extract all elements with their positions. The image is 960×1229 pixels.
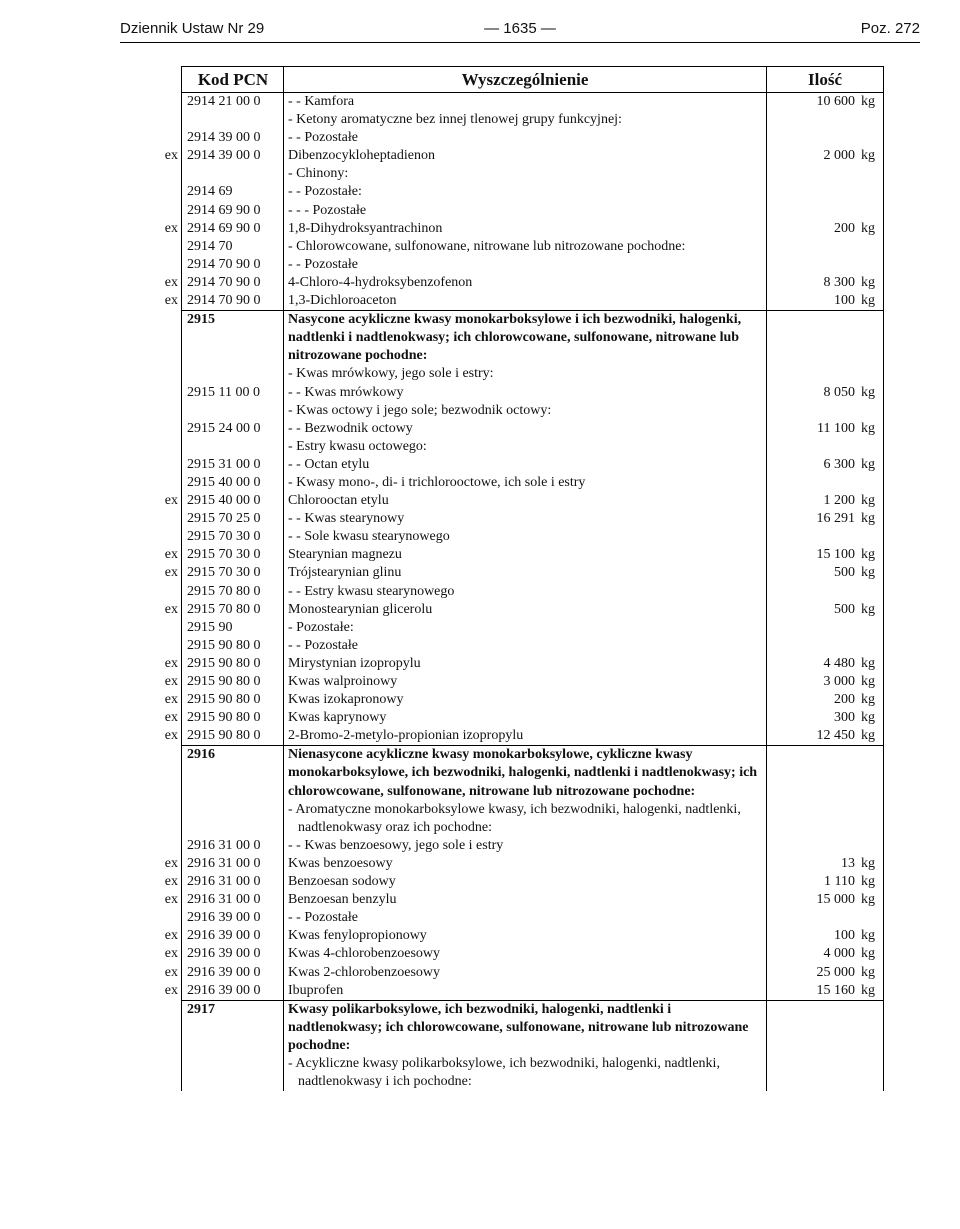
quantity <box>767 111 884 129</box>
quantity-value: 16 291 <box>816 511 855 527</box>
description: 2-Bromo-2-metylo-propionian izopropylu <box>284 727 767 746</box>
table-row <box>148 746 884 801</box>
description: Kwas kaprynowy <box>284 709 767 727</box>
ex-marker: ex <box>164 946 178 962</box>
pcn-code: 2916 31 00 0 <box>182 855 284 873</box>
description: - - Pozostałe <box>284 637 767 655</box>
pcn-code: 2916 39 00 0 <box>182 964 284 982</box>
quantity <box>767 202 884 220</box>
quantity <box>767 709 884 727</box>
quantity <box>767 691 884 709</box>
pcn-code: 2915 90 80 0 <box>182 727 284 746</box>
description: Chlorooctan etylu <box>284 492 767 510</box>
quantity-value: 13 <box>841 855 855 871</box>
ex-marker: ex <box>164 710 178 726</box>
quantity <box>767 274 884 292</box>
description: - - Kwas stearynowy <box>284 510 767 528</box>
table-row <box>148 673 884 691</box>
description: - - - Pozostałe <box>284 202 767 220</box>
quantity-unit: kg <box>861 964 875 980</box>
table-row <box>148 129 884 147</box>
table-row <box>148 438 884 456</box>
quantity <box>767 927 884 945</box>
ex-marker <box>148 801 182 837</box>
pcn-code: 2915 40 00 0 <box>182 474 284 492</box>
quantity-unit: kg <box>861 655 875 671</box>
quantity <box>767 292 884 311</box>
description: 1,8-Dihydroksyantrachinon <box>284 220 767 238</box>
ex-marker <box>148 474 182 492</box>
quantity-value: 8 300 <box>823 274 855 290</box>
pcn-code: 2915 24 00 0 <box>182 420 284 438</box>
table-row <box>148 964 884 982</box>
ex-marker: ex <box>164 601 178 617</box>
quantity-unit: kg <box>861 928 875 944</box>
description: - - Octan etylu <box>284 456 767 474</box>
quantity <box>767 510 884 528</box>
pcn-code: 2915 90 80 0 <box>182 691 284 709</box>
pcn-code: 2914 70 90 0 <box>182 274 284 292</box>
quantity-unit: kg <box>861 274 875 290</box>
table-row <box>148 564 884 582</box>
table-row <box>148 1055 884 1091</box>
quantity-value: 15 160 <box>816 982 855 998</box>
quantity <box>767 964 884 982</box>
pcn-code: 2915 31 00 0 <box>182 456 284 474</box>
description: - Kwas mrówkowy, jego sole i estry: <box>284 365 767 383</box>
description: - Aromatyczne monokarboksylowe kwasy, ich bezwodniki, halogenki, nadtlenki, nadtlenokwasy oraz ich pochodne: <box>284 801 767 837</box>
pcn-code: 2915 40 00 0 <box>182 492 284 510</box>
quantity <box>767 147 884 165</box>
quantity <box>767 601 884 619</box>
ex-marker: ex <box>164 692 178 708</box>
pcn-code: 2916 31 00 0 <box>182 891 284 909</box>
ex-marker: ex <box>164 148 178 164</box>
table-body <box>148 93 884 1092</box>
quantity-unit: kg <box>861 565 875 581</box>
pcn-code: 2915 <box>182 311 284 366</box>
position-number: Poz. 272 <box>860 20 920 37</box>
quantity-value: 12 450 <box>816 728 855 744</box>
quantity-value: 3 000 <box>823 674 855 689</box>
quantity <box>767 891 884 909</box>
ex-marker: ex <box>164 728 178 744</box>
table-row <box>148 691 884 709</box>
quantity <box>767 311 884 366</box>
table-row <box>148 311 884 366</box>
table-row <box>148 238 884 256</box>
quantity <box>767 474 884 492</box>
pcn-code <box>182 801 284 837</box>
ex-marker: ex <box>164 493 178 509</box>
description: - - Pozostałe <box>284 129 767 147</box>
pcn-code: 2916 39 00 0 <box>182 945 284 963</box>
ex-marker <box>148 311 182 366</box>
table-row <box>148 456 884 474</box>
pcn-code: 2915 70 25 0 <box>182 510 284 528</box>
table-row <box>148 583 884 601</box>
table-row <box>148 528 884 546</box>
description: Kwas 4-chlorobenzoesowy <box>284 945 767 963</box>
description: Stearynian magnezu <box>284 546 767 564</box>
description: - Chinony: <box>284 165 767 183</box>
quantity-unit: kg <box>861 946 875 962</box>
table-row <box>148 727 884 746</box>
table-row <box>148 165 884 183</box>
ex-marker: ex <box>164 982 178 998</box>
ex-marker <box>148 256 182 274</box>
ex-marker <box>148 456 182 474</box>
ex-marker: ex <box>164 928 178 944</box>
description: Mirystynian izopropylu <box>284 655 767 673</box>
quantity <box>767 438 884 456</box>
ex-marker <box>148 837 182 855</box>
ex-marker: ex <box>164 220 178 236</box>
page-header <box>120 20 920 44</box>
table-row <box>148 546 884 564</box>
quantity <box>767 365 884 383</box>
quantity-value: 6 300 <box>823 456 855 472</box>
quantity <box>767 673 884 691</box>
table-row <box>148 93 884 112</box>
description: - - Pozostałe: <box>284 183 767 201</box>
ex-marker <box>148 202 182 220</box>
quantity-value: 2 000 <box>823 148 855 164</box>
description: - Chlorowcowane, sulfonowane, nitrowane lub nitrozowane pochodne: <box>284 238 767 256</box>
journal-title: Dziennik Ustaw Nr 29 <box>120 20 265 37</box>
ex-marker <box>148 402 182 420</box>
quantity <box>767 837 884 855</box>
table-row <box>148 837 884 855</box>
ex-marker <box>148 384 182 402</box>
quantity <box>767 855 884 873</box>
quantity <box>767 420 884 438</box>
quantity <box>767 238 884 256</box>
quantity-unit: kg <box>861 420 875 436</box>
description: - - Sole kwasu stearynowego <box>284 528 767 546</box>
ex-marker: ex <box>164 874 178 890</box>
description: - Kwasy mono-, di- i trichlorooctowe, ich sole i estry <box>284 474 767 492</box>
description: Benzoesan benzylu <box>284 891 767 909</box>
quantity-value: 8 050 <box>823 384 855 400</box>
quantity-value: 100 <box>834 928 855 944</box>
quantity-unit: kg <box>861 293 875 309</box>
description: Benzoesan sodowy <box>284 873 767 891</box>
pcn-code: 2915 11 00 0 <box>182 384 284 402</box>
table-row <box>148 147 884 165</box>
description: Dibenzocykloheptadienon <box>284 147 767 165</box>
quantity <box>767 384 884 402</box>
pcn-code: 2914 39 00 0 <box>182 147 284 165</box>
quantity-unit: kg <box>861 982 875 998</box>
description: Kwas izokapronowy <box>284 691 767 709</box>
ex-marker: ex <box>164 655 178 671</box>
ex-marker <box>148 619 182 637</box>
pcn-code: 2916 39 00 0 <box>182 982 284 1001</box>
description: Kwasy polikarboksylowe, ich bezwodniki, halogenki, nadtlenki i nadtlenokwasy; ich chlorowcowane, sulfonowane, nitrowane lub nitrozowane pochodne: <box>284 1000 767 1055</box>
pcn-code <box>182 111 284 129</box>
table-row <box>148 927 884 945</box>
ex-marker: ex <box>164 855 178 871</box>
quantity <box>767 873 884 891</box>
table-row <box>148 474 884 492</box>
header-divider <box>120 42 920 43</box>
quantity-value: 4 000 <box>823 946 855 962</box>
pcn-code <box>182 365 284 383</box>
description: - - Estry kwasu stearynowego <box>284 583 767 601</box>
quantity-unit: kg <box>861 511 875 527</box>
quantity <box>767 564 884 582</box>
quantity <box>767 456 884 474</box>
ex-marker: ex <box>164 674 178 689</box>
quantity-unit: kg <box>861 94 875 109</box>
quantity-unit: kg <box>861 674 875 689</box>
table-row <box>148 945 884 963</box>
quantity <box>767 129 884 147</box>
quantity-unit: kg <box>861 601 875 617</box>
table-row <box>148 637 884 655</box>
table-row <box>148 183 884 201</box>
ex-marker <box>148 238 182 256</box>
pcn-code: 2914 69 90 0 <box>182 202 284 220</box>
pcn-code: 2914 70 <box>182 238 284 256</box>
description: Trójstearynian glinu <box>284 564 767 582</box>
quantity-value: 10 600 <box>816 94 855 109</box>
desc-column-header: Wyszczególnienie <box>284 67 767 93</box>
ex-marker: ex <box>164 274 178 290</box>
quantity-unit: kg <box>861 692 875 708</box>
quantity-unit: kg <box>861 456 875 472</box>
table-row <box>148 292 884 311</box>
pcn-code: 2915 70 30 0 <box>182 564 284 582</box>
ex-marker: ex <box>164 565 178 581</box>
quantity <box>767 637 884 655</box>
table-header-row <box>148 67 884 93</box>
table-row <box>148 220 884 238</box>
pcn-code: 2914 70 90 0 <box>182 256 284 274</box>
quantity-value: 11 100 <box>817 420 855 436</box>
table-row <box>148 655 884 673</box>
quantity <box>767 655 884 673</box>
pcn-code <box>182 1055 284 1091</box>
table-row <box>148 510 884 528</box>
quantity <box>767 256 884 274</box>
table-row <box>148 619 884 637</box>
ex-marker: ex <box>164 892 178 908</box>
quantity <box>767 909 884 927</box>
ex-marker <box>148 1055 182 1091</box>
pcn-code <box>182 165 284 183</box>
pcn-code: 2916 39 00 0 <box>182 909 284 927</box>
pcn-code: 2916 31 00 0 <box>182 873 284 891</box>
ex-marker <box>148 637 182 655</box>
pcn-code <box>182 402 284 420</box>
ex-marker <box>148 1000 182 1055</box>
pcn-code: 2914 70 90 0 <box>182 292 284 311</box>
table-row <box>148 909 884 927</box>
ex-marker <box>148 165 182 183</box>
ex-marker <box>148 111 182 129</box>
quantity <box>767 982 884 1001</box>
pcn-code: 2915 70 30 0 <box>182 546 284 564</box>
quantity <box>767 528 884 546</box>
description: - Kwas octowy i jego sole; bezwodnik octowy: <box>284 402 767 420</box>
ex-marker <box>148 129 182 147</box>
ex-marker <box>148 583 182 601</box>
quantity <box>767 402 884 420</box>
ex-marker <box>148 420 182 438</box>
quantity <box>767 1000 884 1055</box>
description: Nienasycone acykliczne kwasy monokarboksylowe, cykliczne kwasy monokarboksylowe, ich bezwodniki, halogenki, nadtlenki i nadtlenokwasy; ich chlorowcowane, sulfonowane, nitrowane lub nitrozowane pochodne: <box>284 746 767 801</box>
pcn-table <box>148 66 884 1091</box>
quantity <box>767 1055 884 1091</box>
pcn-code: 2914 21 00 0 <box>182 93 284 112</box>
description: - Estry kwasu octowego: <box>284 438 767 456</box>
description: 4-Chloro-4-hydroksybenzofenon <box>284 274 767 292</box>
description: - - Bezwodnik octowy <box>284 420 767 438</box>
table-row <box>148 801 884 837</box>
description: Ibuprofen <box>284 982 767 1001</box>
quantity <box>767 583 884 601</box>
table-row <box>148 891 884 909</box>
table-row <box>148 365 884 383</box>
ex-marker <box>148 909 182 927</box>
table-row <box>148 709 884 727</box>
quantity-unit: kg <box>861 855 875 871</box>
quantity <box>767 183 884 201</box>
pcn-code: 2915 90 <box>182 619 284 637</box>
ex-marker: ex <box>164 964 178 980</box>
quantity-unit: kg <box>861 148 875 164</box>
ex-marker: ex <box>164 293 178 309</box>
table-row <box>148 855 884 873</box>
quantity-value: 15 000 <box>816 892 855 908</box>
quantity-unit: kg <box>861 220 875 236</box>
ex-marker <box>148 183 182 201</box>
pcn-code: 2915 90 80 0 <box>182 673 284 691</box>
ex-marker <box>148 528 182 546</box>
quantity <box>767 727 884 746</box>
pcn-code: 2915 70 30 0 <box>182 528 284 546</box>
kod-column-header: Kod PCN <box>182 67 284 93</box>
quantity-unit: kg <box>861 547 875 563</box>
quantity <box>767 546 884 564</box>
pcn-code: 2914 69 <box>182 183 284 201</box>
table-row <box>148 492 884 510</box>
ex-marker <box>148 746 182 801</box>
description: Kwas benzoesowy <box>284 855 767 873</box>
table-row <box>148 256 884 274</box>
quantity-value: 25 000 <box>816 964 855 980</box>
page-number: — 1635 — <box>484 20 556 37</box>
table-row <box>148 202 884 220</box>
pcn-code: 2916 31 00 0 <box>182 837 284 855</box>
description: - Pozostałe: <box>284 619 767 637</box>
quantity-unit: kg <box>861 384 875 400</box>
pcn-code <box>182 438 284 456</box>
pcn-code: 2914 39 00 0 <box>182 129 284 147</box>
quantity-value: 100 <box>834 293 855 309</box>
table-row <box>148 384 884 402</box>
quantity-value: 200 <box>834 692 855 708</box>
pcn-code: 2917 <box>182 1000 284 1055</box>
quantity-unit: kg <box>861 728 875 744</box>
table-row <box>148 873 884 891</box>
quantity-value: 300 <box>834 710 855 726</box>
quantity <box>767 619 884 637</box>
quantity-value: 500 <box>834 601 855 617</box>
quantity-unit: kg <box>861 710 875 726</box>
table-row <box>148 982 884 1001</box>
quantity-value: 500 <box>834 565 855 581</box>
table-row <box>148 402 884 420</box>
description: 1,3-Dichloroaceton <box>284 292 767 311</box>
ex-marker <box>148 365 182 383</box>
ex-marker <box>148 438 182 456</box>
quantity-unit: kg <box>861 892 875 908</box>
quantity <box>767 801 884 837</box>
description: Nasycone acykliczne kwasy monokarboksylowe i ich bezwodniki, halogenki, nadtlenki i nadtlenokwasy; ich chlorowcowane, sulfonowane, nitrowane lub nitrozowane pochodne: <box>284 311 767 366</box>
description: - - Pozostałe <box>284 256 767 274</box>
pcn-code: 2915 70 80 0 <box>182 601 284 619</box>
ex-marker <box>148 93 182 112</box>
quantity-value: 1 110 <box>824 874 855 890</box>
description: Monostearynian glicerolu <box>284 601 767 619</box>
pcn-code: 2915 90 80 0 <box>182 655 284 673</box>
pcn-code: 2915 90 80 0 <box>182 709 284 727</box>
quantity-value: 4 480 <box>823 655 855 671</box>
quantity-value: 200 <box>834 220 855 236</box>
quantity <box>767 492 884 510</box>
description: - - Kwas benzoesowy, jego sole i estry <box>284 837 767 855</box>
quantity <box>767 93 884 112</box>
pcn-code: 2916 <box>182 746 284 801</box>
description: - - Kwas mrówkowy <box>284 384 767 402</box>
pcn-code: 2914 69 90 0 <box>182 220 284 238</box>
ex-column-header <box>148 67 182 93</box>
quantity-value: 1 200 <box>823 493 855 509</box>
pcn-code: 2915 90 80 0 <box>182 637 284 655</box>
quantity <box>767 945 884 963</box>
ilosc-column-header: Ilość <box>767 67 884 93</box>
table-row <box>148 111 884 129</box>
quantity <box>767 165 884 183</box>
quantity-unit: kg <box>861 874 875 890</box>
quantity-unit: kg <box>861 493 875 509</box>
table-row <box>148 601 884 619</box>
table-row <box>148 274 884 292</box>
ex-marker: ex <box>164 547 178 563</box>
pcn-code: 2916 39 00 0 <box>182 927 284 945</box>
description: - Ketony aromatyczne bez innej tlenowej grupy funkcyjnej: <box>284 111 767 129</box>
description: Kwas fenylopropionowy <box>284 927 767 945</box>
table-row <box>148 1000 884 1055</box>
description: Kwas walproinowy <box>284 673 767 691</box>
ex-marker <box>148 510 182 528</box>
pcn-code: 2915 70 80 0 <box>182 583 284 601</box>
description: - - Kamfora <box>284 93 767 112</box>
quantity <box>767 746 884 801</box>
description: Kwas 2-chlorobenzoesowy <box>284 964 767 982</box>
quantity-value: 15 100 <box>816 547 855 563</box>
quantity <box>767 220 884 238</box>
description: - - Pozostałe <box>284 909 767 927</box>
description: - Acykliczne kwasy polikarboksylowe, ich bezwodniki, halogenki, nadtlenki, nadtlenokwasy i ich pochodne: <box>284 1055 767 1091</box>
table-row <box>148 420 884 438</box>
